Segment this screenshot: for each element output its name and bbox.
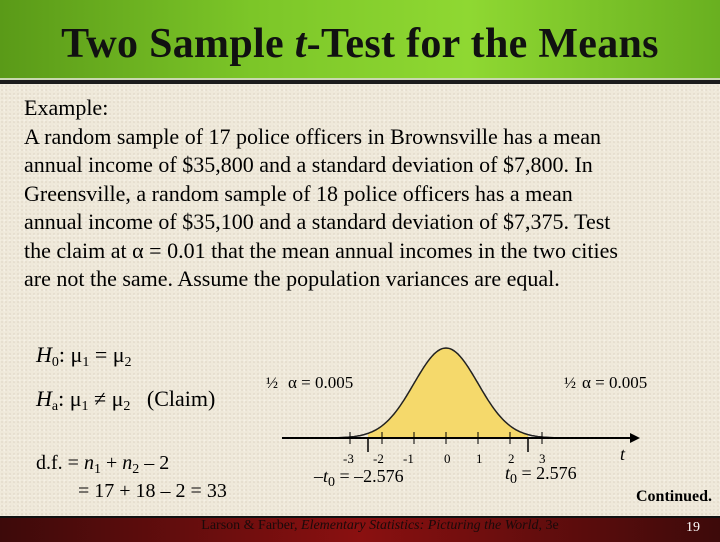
line5-a: the claim at [24,237,133,263]
df-n2: n [122,452,133,474]
crit-left-t: –t [314,466,329,486]
example-line-2: annual income of $35,800 and a standard deviation of $7,800. In [24,152,593,177]
h0-op: = μ [89,342,125,367]
h0-h: H [36,342,52,367]
crit-right-t: t [505,463,511,483]
footer-edition: , 3e [538,518,559,533]
example-line-1: A random sample of 17 police officers in Brownsville has a mean [24,123,601,149]
alpha-left-label: α = 0.005 [288,373,354,392]
df-plus: + [100,452,123,474]
ha-h: H [36,386,52,411]
left-critical-value [314,466,404,491]
h0-s1: 1 [82,355,90,370]
ha-op: ≠ μ [88,386,124,411]
df-n1: n [83,452,94,474]
right-half-glyph: ½ [564,375,576,392]
example-label: Example [24,95,103,120]
rejection-region-fill [368,348,528,438]
continued-label: Continued. [636,488,713,505]
crit-right-val: = 2.576 [517,463,577,483]
tick-label-3: 3 [539,451,546,466]
tick-label-neg1: -1 [403,451,414,466]
axis-arrow [630,433,640,443]
ha-sub: a [51,399,59,414]
tick-label-1: 1 [476,451,483,466]
h0-s2: 2 [124,355,132,370]
example-line-3: Greensville, a random sample of 18 police officers has a mean [24,180,573,206]
tick-label-neg3: -3 [343,451,354,466]
tick-label-0: 0 [444,451,451,466]
right-critical-value [505,463,577,488]
df-line-2: = 17 + 18 – 2 = 33 [78,480,227,502]
df-s1: 1 [93,462,101,477]
crit-left-sub: 0 [328,475,336,490]
footer-authors: Larson & Farber, [201,518,302,533]
title-italic: t [294,21,307,67]
tick-label-2: 2 [508,451,515,466]
ha-mu1: : μ [58,386,82,411]
crit-right-sub: 0 [510,472,518,487]
title-suffix: -Test for the Means [306,21,659,67]
ha-s1: 1 [81,399,89,414]
left-half-glyph: ½ [266,375,278,392]
alpha-symbol: α [132,237,144,263]
footer-citation [170,518,590,534]
tick-label-neg2: -2 [373,451,384,466]
right-fraction-icon [564,375,576,392]
example-line-6: are not the same. Assume the population variances are equal. [24,266,560,291]
page-number: 19 [686,520,700,535]
h0-sub: 0 [51,355,59,370]
line5-b: = 0.01 that the mean annual incomes in the two cities [143,237,618,263]
example-colon: : [102,95,109,120]
footer-book-title: Elementary Statistics: Picturing the World [301,518,539,533]
df-label: d.f. = [36,452,84,474]
left-fraction-icon [266,375,278,392]
example-line-4: annual income of $35,100 and a standard deviation of $7,375. Test [24,209,611,234]
df-s2: 2 [132,462,140,477]
df-tail: – 2 [139,452,170,474]
title-prefix: Two Sample [61,21,295,67]
ha-s2: 2 [123,399,131,414]
claim-label: (Claim) [130,386,216,411]
crit-left-val: = –2.576 [335,466,404,486]
h0-mu1: : μ [58,342,83,367]
axis-t-label: t [620,444,626,464]
alpha-right-label: α = 0.005 [582,373,648,392]
